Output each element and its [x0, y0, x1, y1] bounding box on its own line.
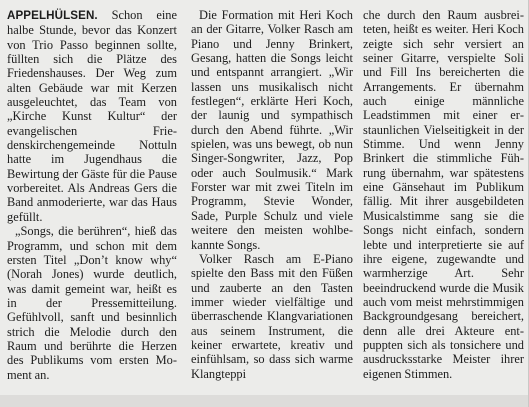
article-column-2: [191, 8, 353, 381]
article-column-3: [363, 8, 524, 381]
article-paragraph: [7, 8, 177, 224]
article-paragraph: Die Formation mit Heri Koch an der Gitarre, Volker Rasch am Piano und Jenny Brinkert, Gesang, hatten die Songs leicht und entspannt arrangiert. „Wir lassen uns musikalisch nicht festlegen“, erklärte Heri Koch, der launig und sympathisch durch den Abend führte. „Wir spielen, was uns bewegt, ob nun Singer-Songwriter, Jazz, Pop oder auch Soulmusik.“ Mark Forster war mit zwei Titeln im Programm, Stevie Wonder, Sade, Purple Schulz und viele weitere den meisten wohlbekannte Songs.: [191, 8, 353, 252]
dateline: APPELHÜLSEN.: [7, 9, 98, 22]
article-paragraph: Volker Rasch am E-Piano spielte den Bass mit den Füßen und zauberte an den Tasten immer wieder vielfältige und überraschende Klangvariationen aus seinem Instrument, die keiner erwartete, kreativ und einfühlsam, so dass sich warme Klangteppi: [191, 251, 353, 381]
article-paragraph: „Songs, die berühren“, hieß das Programm, und schon mit dem ersten Titel „Don’t know why“ (Norah Jones) wurde deutlich, was damit gemeint war, heißt es in der Pressemitteilung. Gefühlvoll, sanft und besinnlich strich die Melodie durch den Raum und berührte die Herzen des Publikums vom ersten Moment an.: [7, 224, 177, 382]
page-bottom-edge: [0, 395, 528, 407]
article-paragraph: che durch den Raum ausbreiteten, heißt es weiter. Heri Koch zeigte sich sehr versiert an seiner Gitarre, verspielte Soli und Fill Ins bereicherten die Arrangements. Er übernahm auch einige männliche Leadstimmen mit einer erstaunlichen Vielseitigkeit in der Stimme. Und wenn Jenny Brinkert die stimmliche Führung übernahm, war spätestens eine Gänsehaut im Publikum fällig. Mit ihrer ausgebildeten Musicalstimme sang sie die Songs nicht einfach, sondern lebte und interpretierte sie auf ihre eigene, zugewandte und warmherzige Art. Sehr beeindruckend wurde die Musik auch vom meist mehrstimmigen Backgroundgesang bereichert, denn alle drei Akteure entpuppten sich als tonsichere und ausdrucksstarke Meister ihrer eigenen Stimmen.: [363, 8, 524, 381]
article-column-1: [7, 8, 177, 382]
paragraph-text: Schon eine halbe Stunde, bevor das Konzert von Trio Passo beginnen sollte, füllten sich die Plätze des Friedenshauses. Der Weg zum alten Gebäude war mit Kerzen ausgeleuchtet, das Team von „Kirche Kunst Kultur“ der evangelischen Friedenskirchengemeinde Nottuln hatte im Jugendhaus die Bewirtung der Gäste für die Pause vorbereitet. Als Andreas Gers die Band anmoderierte, war das Haus gefüllt.: [7, 8, 177, 224]
